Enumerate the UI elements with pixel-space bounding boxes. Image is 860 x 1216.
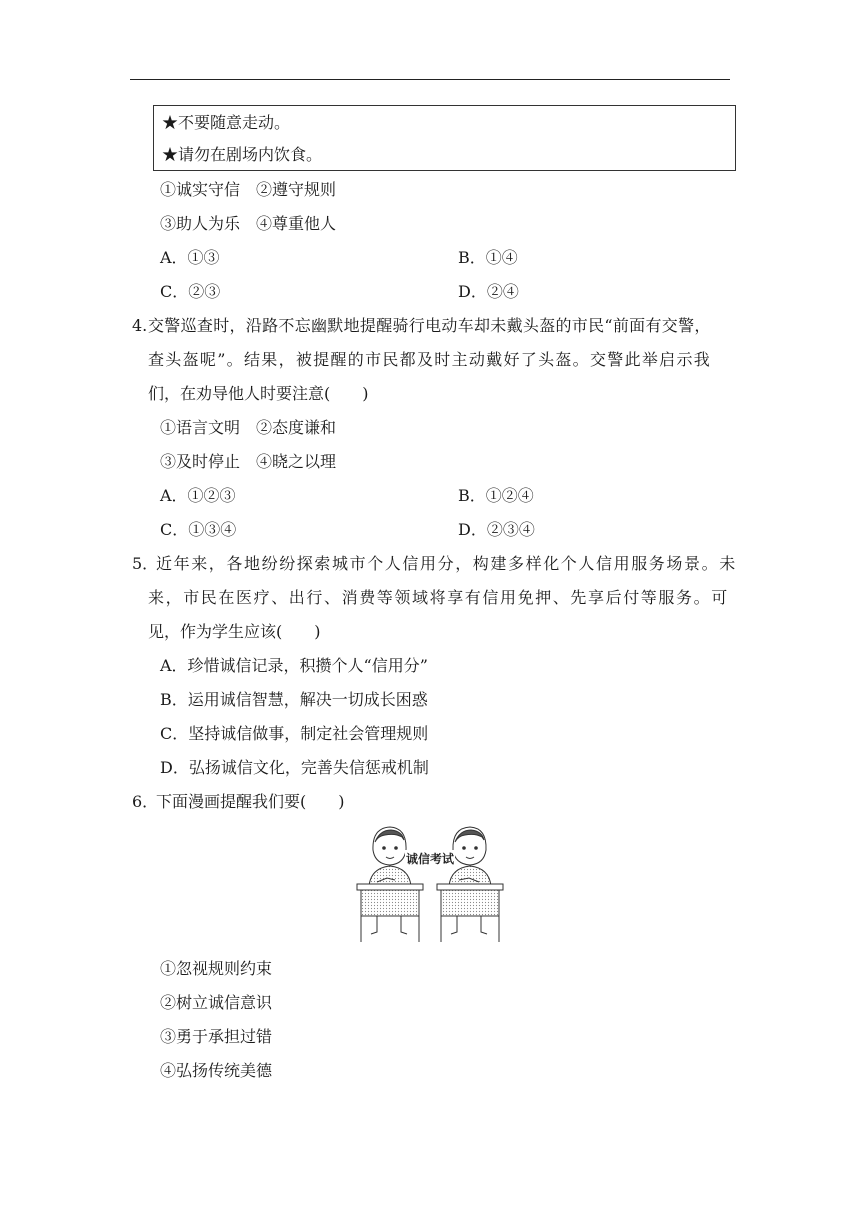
header-rule xyxy=(130,79,730,80)
comic-caption: 诚信考试 xyxy=(405,852,455,866)
q4-number: 4. xyxy=(132,316,148,335)
q6-statement: ②树立诚信意识 xyxy=(160,993,273,1012)
q6-number: 6． xyxy=(132,792,159,811)
comic-drawing xyxy=(355,820,505,944)
q4-option-d: D．②③④ xyxy=(458,520,535,539)
q3-statement: ③助人为乐 ④尊重他人 xyxy=(160,214,337,233)
q5-number: 5． xyxy=(132,554,159,573)
q5-option-c: C．坚持诚信做事，制定社会管理规则 xyxy=(160,724,429,743)
q5-option-b: B．运用诚信智慧，解决一切成长困惑 xyxy=(160,690,428,709)
notice-line: ★请勿在剧场内饮食。 xyxy=(162,145,323,164)
q4-option-b: B．①②④ xyxy=(458,486,534,505)
q5-option-d: D．弘扬诚信文化，完善失信惩戒机制 xyxy=(160,758,429,777)
q4-option-a: A．①②③ xyxy=(160,486,236,505)
notice-line: ★不要随意走动。 xyxy=(162,113,291,132)
right-desk xyxy=(437,884,503,942)
q3-option-a: A．①③ xyxy=(160,248,220,267)
left-desk xyxy=(357,884,423,942)
q4-statement: ③及时停止 ④晓之以理 xyxy=(160,452,337,471)
q4-option-c: C．①③④ xyxy=(160,520,237,539)
q5-stem-line: 近年来，各地纷纷探索城市个人信用分，构建多样化个人信用服务场景。未 xyxy=(156,554,737,573)
q3-option-c: C．②③ xyxy=(160,282,221,301)
q6-statement: ③勇于承担过错 xyxy=(160,1027,273,1046)
comic-illustration xyxy=(355,820,505,944)
q4-stem-line: 查头盔呢”。结果，被提醒的市民都及时主动戴好了头盔。交警此举启示我 xyxy=(148,350,712,369)
q4-stem-line: 交警巡查时，沿路不忘幽默地提醒骑行电动车却未戴头盔的市民“前面有交警， xyxy=(148,316,711,335)
q5-option-a: A．珍惜诚信记录，积攒个人“信用分” xyxy=(160,656,428,675)
left-student-figure xyxy=(369,827,411,886)
q3-option-b: B．①④ xyxy=(458,248,518,267)
q5-stem-line: 见，作为学生应该( ) xyxy=(148,622,321,641)
notice-box xyxy=(153,105,736,171)
q3-option-d: D．②④ xyxy=(458,282,519,301)
q5-stem-line: 来，市民在医疗、出行、消费等领域将享有信用免押、先享后付等服务。可 xyxy=(148,588,729,607)
right-student-figure xyxy=(449,827,491,886)
q6-statement: ①忽视规则约束 xyxy=(160,959,273,978)
q6-stem: 下面漫画提醒我们要( ) xyxy=(156,792,345,811)
q4-statement: ①语言文明 ②态度谦和 xyxy=(160,418,337,437)
q6-statement: ④弘扬传统美德 xyxy=(160,1061,273,1080)
q3-statement: ①诚实守信 ②遵守规则 xyxy=(160,180,337,199)
q4-stem-line: 们，在劝导他人时要注意( ) xyxy=(148,384,369,403)
